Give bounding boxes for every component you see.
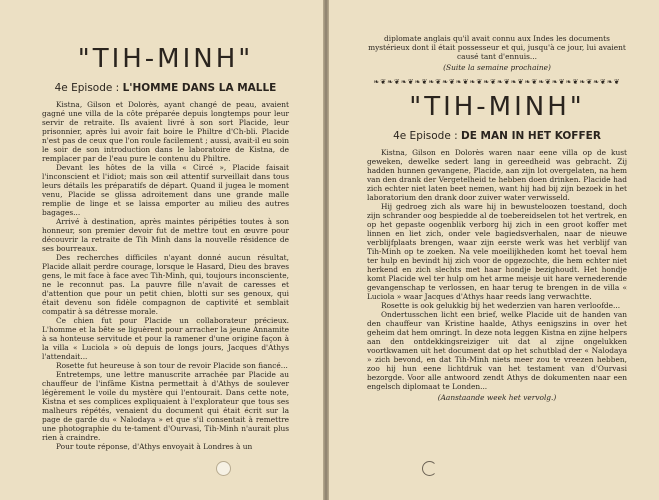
left-episode-number: 4e Episode : bbox=[54, 82, 120, 94]
punch-hole bbox=[216, 461, 231, 476]
left-paragraph: Entretemps, une lettre manuscrite arrachée par Placide au chauffeur de l'infâme Kistna permettait à d'Athys de soulever légèrement le voile du mystère qui l'entourait. Dans cette note, Kistna et ses complices expliquaient à l'explorateur que tous ses malheurs répétés, venaient du document qui était écrit sur la page de garde du « Nalodaya » et que s'il consentait à remettre une photographie du te-tament d'Ourvasi, Tih-Minh n'aurait plus rien à craindre. bbox=[42, 370, 289, 442]
left-episode-heading bbox=[42, 82, 289, 94]
left-body bbox=[42, 100, 289, 451]
closing-note: (Aanstaande week het vervolg.) bbox=[437, 393, 557, 402]
continuation-note: (Suite la semaine prochaine) bbox=[443, 63, 551, 72]
left-paragraph: Des recherches difficiles n'ayant donné aucun résultat, Placide allait perdre courage, lorsque le Hasard, Dieu des braves gens, le mit face à face avec Tih-Minh, qui, toujours inconsciente, ne le reconnut pas. La pauvre fille n'avait de caresses et d'attention que pour un petit chien, blotti sur ses genoux, qui était devenu son fidèle compagnon de captivité et semblait compatir à sa détresse morale. bbox=[42, 253, 289, 316]
left-paragraph: Ce chien fut pour Placide un collaborateur précieux. L'homme et la bête se liguèrent pour arracher la jeune Annamite à sa honteuse servitude et pour la ramener d'une origine façon à la villa « Luciola » où depuis de longs jours, Jacques d'Athys l'attendait... bbox=[42, 316, 289, 361]
right-body bbox=[367, 148, 627, 391]
left-episode-title: L'HOMME DANS LA MALLE bbox=[122, 82, 277, 94]
right-paragraph: Rosette is ook gelukkig bij het wederzien van haren verloofde... bbox=[381, 301, 621, 310]
left-page bbox=[0, 0, 323, 500]
right-episode-title: DE MAN IN HET KOFFER bbox=[461, 130, 601, 142]
right-title: "TIH-MINH" bbox=[409, 92, 585, 122]
right-page bbox=[329, 0, 659, 500]
left-title: "TIH-MINH" bbox=[77, 44, 254, 74]
punch-hole bbox=[422, 461, 437, 476]
right-paragraph: Kistna, Gilson en Dolorès waren naar eene villa op de kust geweken, dewelke sedert lang in gereedheid was gebracht. Zij hadden hunnen gevangene, Placide, aan zijn lot overgelaten, na hem van den drank der Vergetelheid te hebben doen drinken. Placide had zich echter niet laten beet nemen, want hij had bij zijn bezoek in het laboratorium den drank door zuiver water verwisseld. bbox=[367, 148, 627, 202]
left-paragraph: Devant les hôtes de la villa « Circé », Placide faisait l'inconscient et l'idiot; mais son œil attentif surveillait dans tous leurs détails les préparatifs de départ. Quand il jugea le moment venu, Placide se glissa adroitement dans une grande malle remplie de linge et se laissa emporter au milieu des autres bagages... bbox=[42, 163, 289, 217]
right-episode-heading bbox=[367, 130, 627, 142]
left-paragraph: Pour toute réponse, d'Athys envoyait à Londres à un bbox=[56, 442, 253, 451]
right-top-text bbox=[367, 34, 627, 61]
right-episode-number: 4e Episode : bbox=[393, 130, 458, 142]
right-paragraph: Hij gedroeg zich als ware hij in bewusteloozen toestand, doch zijn schrander oog bespiedde al de toebereidselen tot het vertrek, en op het gepaste oogenblik verborg hij zich in een groot koffer met linnen en liet zich, onder vele bagiedsverhalen, naar de nieuwe verblijfplaats brengen, waar zijn eerste werk was het verblijf van Tih-Minh op te zoeken. Na vele moeilijkheden komt het toeval hem ter hulp en bevindt hij zich voor de opgezochte, die hem echter niet herkend en zich slechts met haar hondje bezighoudt. Het hondje komt Placide wel ter hulp om het arme meisje uit hare vernederende gevangenschap te verlossen, en haar terug te brengen in de villa « Luciola » waar Jacques d'Athys haar reeds lang verwachtte. bbox=[367, 202, 627, 301]
right-paragraph: Ondertusschen licht een brief, welke Placide uit de handen van den chauffeur van Kristine haalde, Athys eenigszins in over het geheim dat hem omringt. In deze nota leggen Kistna en zijne helpers aan den ontdekkingsreiziger uit dat al zijne ongelukken voortkwamen uit het document dat op het schutblad der « Nalodaya » zich bevond, en dat Tih-Minh niets meer zou te vreezen hebben, zoo hij hun eene lichtdruk van het testament van d'Ourvasi bezorgde. Voor alle antwoord zendt Athys de dokumenten naar een engelsch diplomaat te Londen... bbox=[367, 310, 627, 391]
left-paragraph: Rosette fut heureuse à son tour de revoir Placide son fiancé... bbox=[56, 361, 288, 370]
ornament-divider: ❧❦❧❦❧❦❧❦❧❦❧❦❧❦❧❦❧❦❧❦❧❦❧❦❧❦❧❦❧❦❧❦❧❦❧❦ bbox=[373, 78, 621, 86]
left-paragraph: Kistna, Gilson et Dolorès, ayant changé de peau, avaient gagné une villa de la côte préparée depuis longtemps pour leur servir de retraite. Ils avaient livré à son sort Placide, leur prisonnier, après lui avoir fait boire le Philtre d'Ch-bli. Placide n'est pas de ceux que l'on roule facilement ; aussi, avait-il eu soin le soir de son introduction dans le laboratoire de Kistna, de remplacer par de l'eau pure le contenu du Philtre. bbox=[42, 100, 289, 163]
left-paragraph: Arrivé à destination, après maintes péripéties toutes à son honneur, son premier devoir fut de mettre tout en œuvre pour découvrir la retraite de Tih Minh dans la nouvelle résidence de ses bourreaux. bbox=[42, 217, 289, 253]
right-top-paragraph: diplomate anglais qu'il avait connu aux Indes les documents mystérieux dont il était possesseur et qui, jusqu'à ce jour, lui avaient causé tant d'ennuis... bbox=[368, 34, 626, 61]
